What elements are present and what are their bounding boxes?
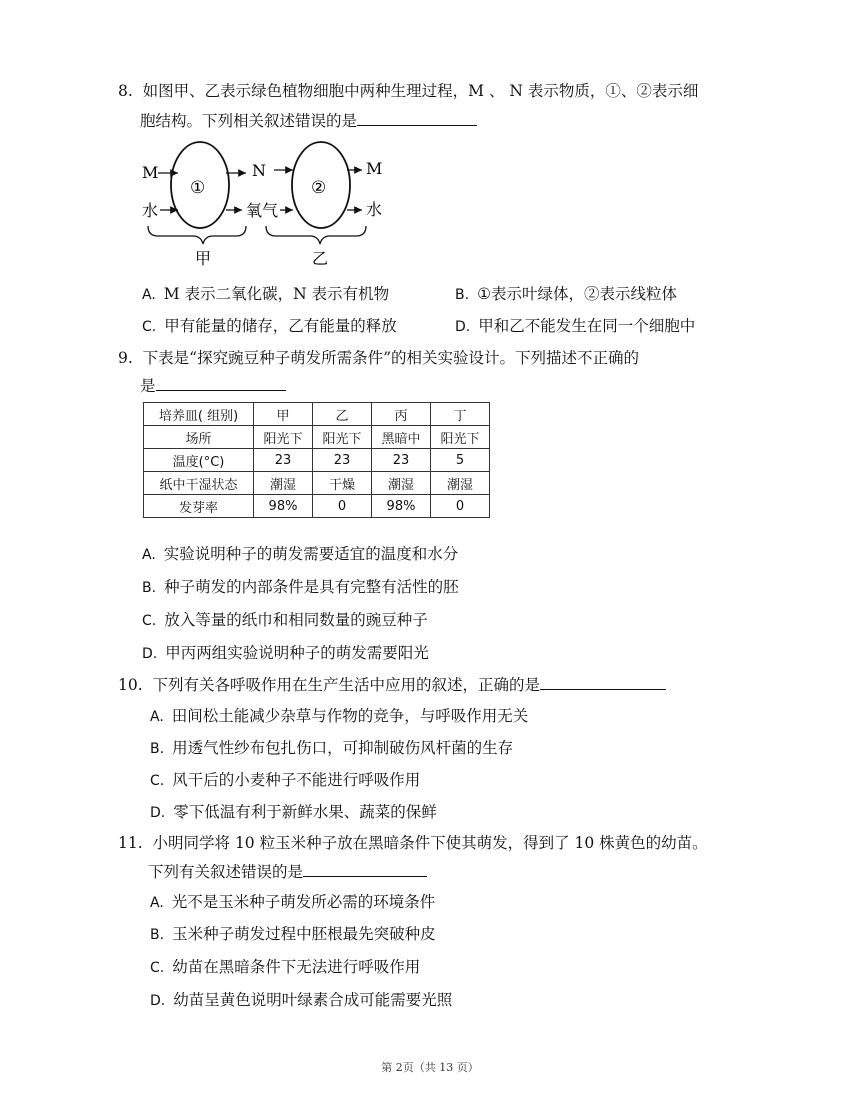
q9-option-c[interactable]: C. 放入等量的纸巾和相同数量的豌豆种子 — [142, 611, 428, 629]
table-header: 丙 — [372, 403, 431, 426]
question-text: 下列有关叙述错误的是 — [148, 863, 304, 881]
question-number: 10. — [118, 676, 143, 694]
table-cell: 阳光下 — [431, 426, 490, 449]
question-text: 下列有关各呼吸作用在生产生活中应用的叙述，正确的是 — [152, 676, 541, 694]
question-number: 11. — [118, 834, 143, 852]
label-jia: 甲 — [195, 249, 212, 268]
answer-blank[interactable] — [540, 673, 666, 690]
q9-option-b[interactable]: B. 种子萌发的内部条件是具有完整有活性的胚 — [142, 578, 459, 596]
label-water-left: 水 — [142, 201, 159, 220]
q11-option-a[interactable]: A. 光不是玉米种子萌发所必需的环境条件 — [150, 893, 436, 911]
question-9-line2 — [140, 374, 286, 397]
label-oxygen: 氧气 — [246, 201, 279, 220]
table-header-row — [144, 403, 490, 426]
question-text: 胞结构。下列相关叙述错误的是 — [140, 112, 358, 130]
answer-blank[interactable] — [156, 374, 286, 391]
table-cell: 0 — [313, 495, 372, 518]
question-number: 9. — [118, 349, 133, 367]
table-row — [144, 472, 490, 495]
table-header: 甲 — [254, 403, 313, 426]
table-cell: 98% — [372, 495, 431, 518]
q8-option-c[interactable]: C. 甲有能量的储存，乙有能量的释放 — [142, 317, 397, 335]
label-yi: 乙 — [312, 249, 329, 268]
question-text: 下表是“探究豌豆种子萌发所需条件”的相关实验设计。下列描述不正确的 — [142, 349, 640, 367]
label-m-left: M — [142, 163, 159, 182]
table-cell: 黑暗中 — [372, 426, 431, 449]
experiment-table — [143, 402, 490, 518]
q10-option-d[interactable]: D. 零下低温有利于新鲜水果、蔬菜的保鲜 — [150, 803, 437, 821]
table-cell: 温度(°C) — [144, 449, 254, 472]
bracket-yi — [266, 226, 366, 244]
answer-blank[interactable] — [357, 109, 477, 126]
label-m-right: M — [366, 159, 383, 178]
table-row — [144, 495, 490, 518]
question-text: 小明同学将 10 粒玉米种子放在黑暗条件下使其萌发，得到了 10 株黄色的幼苗。 — [152, 834, 708, 852]
table-cell: 23 — [372, 449, 431, 472]
label-n: N — [252, 161, 266, 180]
q10-option-a[interactable]: A. 田间松土能减少杂草与作物的竞争，与呼吸作用无关 — [150, 707, 529, 725]
question-8-line1 — [118, 80, 698, 102]
q8-option-d[interactable]: D. 甲和乙不能发生在同一个细胞中 — [455, 317, 696, 335]
question-number: 8. — [118, 82, 133, 100]
question-text: 如图甲、乙表示绿色植物细胞中两种生理过程，M 、 N 表示物质，①、②表示细 — [142, 82, 699, 100]
q8-option-b[interactable]: B. ①表示叶绿体，②表示线粒体 — [455, 285, 677, 303]
table-cell: 23 — [313, 449, 372, 472]
table-row — [144, 426, 490, 449]
table-cell: 5 — [431, 449, 490, 472]
table-cell: 干燥 — [313, 472, 372, 495]
table-header: 培养皿( 组别) — [144, 403, 254, 426]
table-cell: 98% — [254, 495, 313, 518]
table-row — [144, 449, 490, 472]
q11-option-d[interactable]: D. 幼苗呈黄色说明叶绿素合成可能需要光照 — [150, 991, 453, 1009]
q10-option-b[interactable]: B. 用透气性纱布包扎伤口，可抑制破伤风杆菌的生存 — [150, 739, 514, 757]
question-11-line1 — [118, 832, 708, 854]
answer-blank[interactable] — [303, 860, 427, 877]
q10-option-c[interactable]: C. 风干后的小麦种子不能进行呼吸作用 — [150, 771, 421, 789]
page-footer: 第 2页（共 13 页） — [381, 1061, 479, 1074]
table-cell: 场所 — [144, 426, 254, 449]
cell-process-diagram — [138, 140, 400, 270]
table-cell: 阳光下 — [254, 426, 313, 449]
table-header: 丁 — [431, 403, 490, 426]
label-water-right: 水 — [366, 200, 383, 219]
label-circle-2: ② — [311, 178, 327, 198]
q8-option-a[interactable]: A. M 表示二氧化碳，N 表示有机物 — [142, 285, 390, 303]
q9-option-d[interactable]: D. 甲丙两组实验说明种子的萌发需要阳光 — [142, 644, 429, 662]
label-circle-1: ① — [190, 178, 206, 198]
table-cell: 发芽率 — [144, 495, 254, 518]
table-cell: 潮湿 — [254, 472, 313, 495]
table-cell: 23 — [254, 449, 313, 472]
table-cell: 纸中干湿状态 — [144, 472, 254, 495]
q11-option-c[interactable]: C. 幼苗在黑暗条件下无法进行呼吸作用 — [150, 958, 421, 976]
question-9-line1 — [118, 347, 639, 369]
question-text: 是 — [140, 377, 156, 395]
table-cell: 0 — [431, 495, 490, 518]
table-cell: 潮湿 — [431, 472, 490, 495]
table-cell: 阳光下 — [313, 426, 372, 449]
table-cell: 潮湿 — [372, 472, 431, 495]
question-11-line2 — [148, 860, 427, 883]
q11-option-b[interactable]: B. 玉米种子萌发过程中胚根最先突破种皮 — [150, 925, 436, 943]
table-header: 乙 — [313, 403, 372, 426]
question-8-line2 — [140, 109, 477, 132]
question-10-line1 — [118, 673, 666, 696]
q9-option-a[interactable]: A. 实验说明种子的萌发需要适宜的温度和水分 — [142, 545, 459, 563]
